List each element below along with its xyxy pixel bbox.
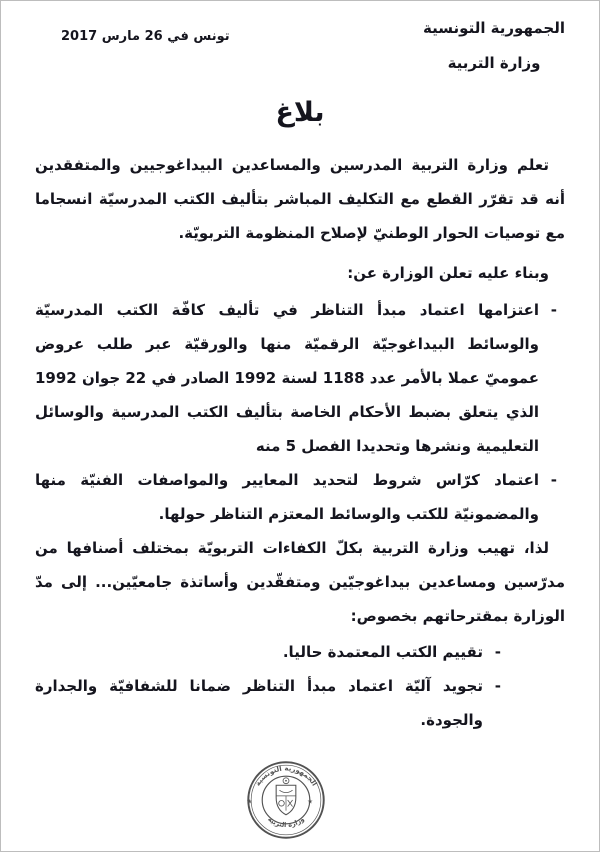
coat-of-arms-icon [276,778,296,815]
issuer-block [423,19,565,73]
bullet-dash: - [550,301,557,319]
page-title: بلاغ [275,97,325,128]
ministry-seal [21,759,551,841]
appeal-paragraph: لذا، تهيب وزارة التربية بكلّ الكفاءات التربويّة بمختلف أصنافها من مدرّسين ومساعدين بيداغوجيّين ومتفقّدين وأساتذة جامعيّين... إلى مدّ الوزارة بمقترحاتهم بخصوص: [35,539,565,625]
bullet-dash: - [550,471,557,489]
seal-bottom-text: وزارة التربية [266,815,306,830]
ministry-seal-icon [245,759,327,841]
announcement-lead: وبناء عليه تعلن الوزارة عن: [347,264,549,282]
list-item-text: تقييم الكتب المعتمدة حاليا. [282,643,483,661]
announcement-list [35,293,565,531]
list-item-text: اعتزامها اعتماد مبدأ التناظر في تأليف كافّة الكتب المدرسيّة والوسائط البيداغوجيّة الرقميّة منها والورقيّة عبر طلب عروض عموميّ عملا بالأمر عدد 1188 لسنة 1992 الصادر في 22 جوان 1992 الذي يتعلق بضبط الأحكام الخاصة بتأليف الكتب المدرسية والوسائل التعليمية ونشرها وتحديدا الفصل 5 منه [35,301,539,455]
ministry-line: وزارة التربية [447,53,541,72]
bullet-dash: - [494,677,501,695]
list-item [35,293,557,463]
republic-line: الجمهورية التونسية [423,19,565,37]
list-item-text: تجويد آليّة اعتماد مبدأ التناظر ضمانا للشفافيّة والجدارة والجودة. [35,677,483,729]
date-line: تونس في 26 مارس 2017 [61,29,230,44]
list-item [35,463,557,531]
appeal-list [35,635,565,737]
seal-top-text: الجمهورية التونسية [253,764,319,788]
bullet-dash: - [494,643,501,661]
list-item [35,669,501,737]
intro-paragraph: تعلم وزارة التربية المدرسين والمساعدين البيداغوجيين والمتفقدين أنه قد تقرّر القطع مع التكليف المباشر بتأليف الكتب المدرسيّة انسجاما مع توصيات الحوار الوطنيّ لإصلاح المنظومة التربويّة. [35,156,565,242]
list-item-text: اعتماد كرّاس شروط لتحديد المعايير والمواصفات الفنيّة منها والمضمونيّة للكتب والوسائط المعتزم التناظر حولها. [35,471,539,523]
list-item [35,635,501,669]
document-header [35,19,565,73]
seal-left-star-icon: ★ [246,797,253,806]
seal-right-star-icon: ★ [307,797,314,806]
